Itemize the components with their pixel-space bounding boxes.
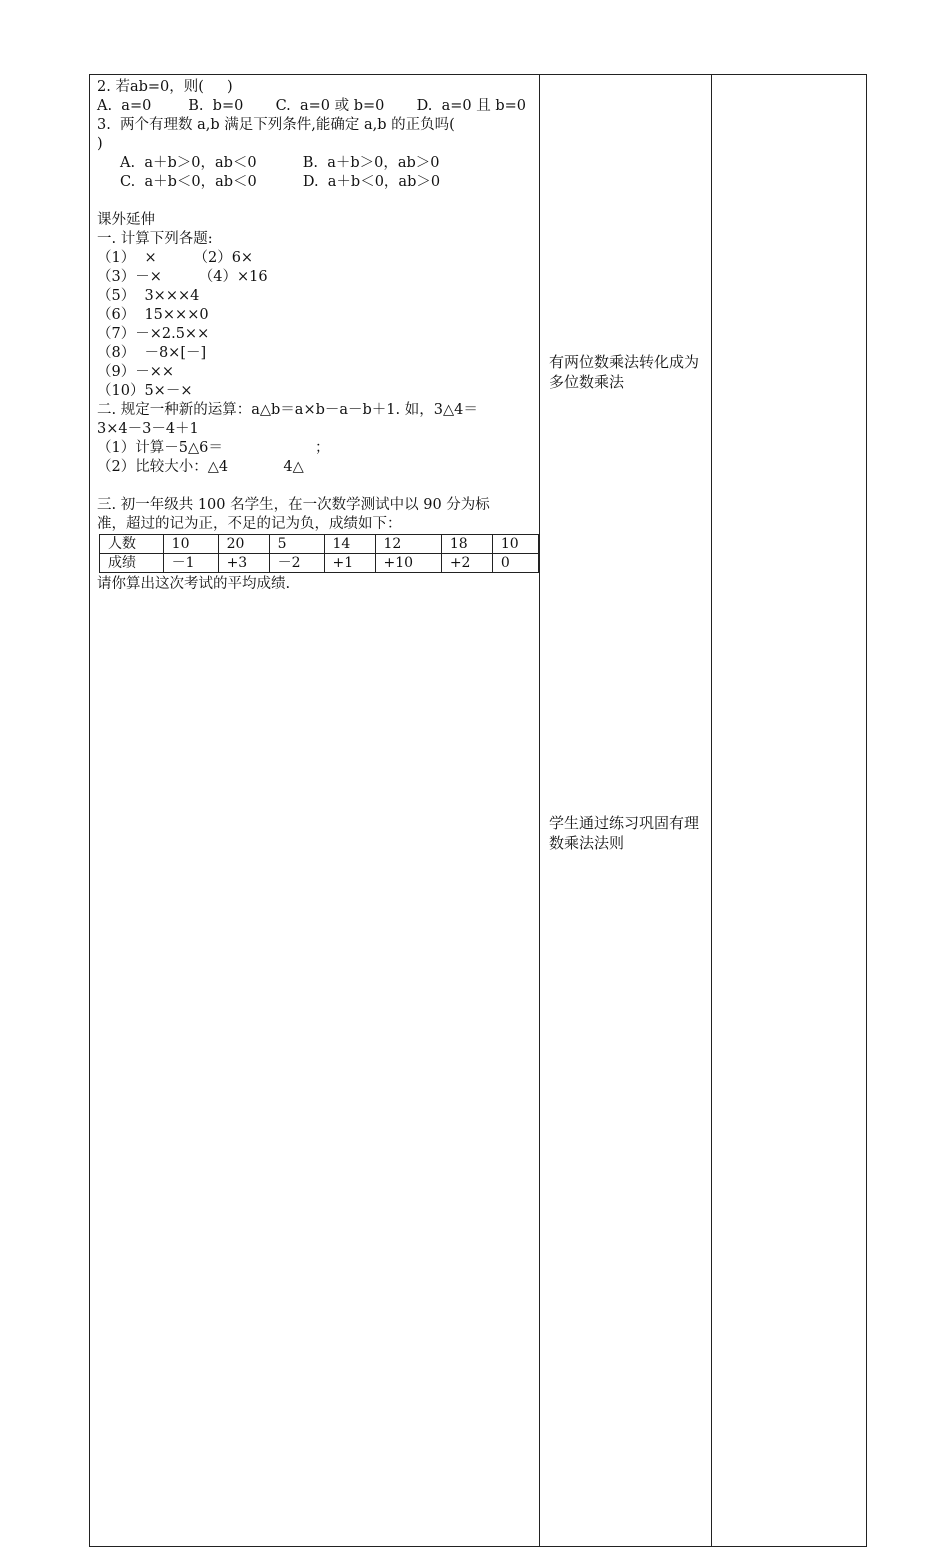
part2-sub1: （1）计算－5△6＝ ； — [97, 440, 330, 456]
calc-item: （7）－×2.5×× — [97, 326, 210, 342]
part3-line2: 准，超过的记为正，不足的记为负，成绩如下： — [97, 516, 402, 532]
table-cell: +10 — [375, 554, 441, 573]
design-note-1: 有两位数乘法转化成为多位数乘法 — [549, 353, 700, 391]
calc-item: （6） 15×××0 — [97, 307, 209, 323]
calc-item: （5） 3×××4 — [97, 288, 200, 304]
table-cell: 5 — [269, 535, 324, 554]
question-2-options: A. a=0 B. b=0 C. a=0 或 b=0 D. a=0 且 b=0 — [97, 98, 526, 114]
table-cell: +2 — [441, 554, 492, 573]
extension-heading: 课外延伸 — [97, 212, 155, 228]
part3-line1: 三. 初一年级共 100 名学生，在一次数学测试中以 90 分为标 — [97, 497, 490, 513]
calc-item: （3）－× （4）×16 — [97, 269, 268, 285]
question-3-options-row2: C. a＋b＜0，ab＜0 D. a＋b＜0，ab＞0 — [97, 174, 441, 190]
table-cell: 10 — [163, 535, 218, 554]
part1-title: 一. 计算下列各题: — [97, 231, 213, 247]
part2-sub2: （2）比较大小：△4 4△ — [97, 459, 304, 475]
table-cell: －2 — [269, 554, 324, 573]
question-3-stem: 3. 两个有理数 a,b 满足下列条件,能确定 a,b 的正负吗( — [97, 117, 455, 133]
part2-example: 3×4－3－4＋1 — [97, 421, 199, 437]
table-row — [100, 554, 539, 573]
table-cell: 18 — [441, 535, 492, 554]
calc-item: （1） × （2）6× — [97, 250, 254, 266]
design-note-2: 学生通过练习巩固有理数乘法法则 — [549, 814, 700, 852]
score-table — [99, 534, 539, 573]
table-cell: 成绩 — [100, 554, 164, 573]
table-cell: 20 — [218, 535, 269, 554]
calc-item: （9）－×× — [97, 364, 175, 380]
part2-definition: 二. 规定一种新的运算：a△b＝a×b－a－b＋1. 如，3△4＝ — [97, 402, 478, 418]
table-cell: 12 — [375, 535, 441, 554]
table-cell: 10 — [492, 535, 538, 554]
exercise-column — [97, 78, 537, 594]
table-cell: 人数 — [100, 535, 164, 554]
table-cell: +1 — [324, 554, 375, 573]
table-cell: 14 — [324, 535, 375, 554]
column-divider-2 — [711, 74, 712, 1547]
table-cell: +3 — [218, 554, 269, 573]
question-2-stem: 2. 若ab=0，则( ) — [97, 79, 233, 95]
calc-item: （10）5×－× — [97, 383, 193, 399]
table-cell: －1 — [163, 554, 218, 573]
question-3-options-row1: A. a＋b＞0，ab＜0 B. a＋b＞0，ab＞0 — [97, 155, 440, 171]
part3-question: 请你算出这次考试的平均成绩. — [97, 576, 291, 592]
question-3-stem-cont: ) — [97, 136, 103, 152]
calc-item: （8） －8×[－] — [97, 345, 207, 361]
table-row — [100, 535, 539, 554]
column-divider-1 — [539, 74, 540, 1547]
table-cell: 0 — [492, 554, 538, 573]
